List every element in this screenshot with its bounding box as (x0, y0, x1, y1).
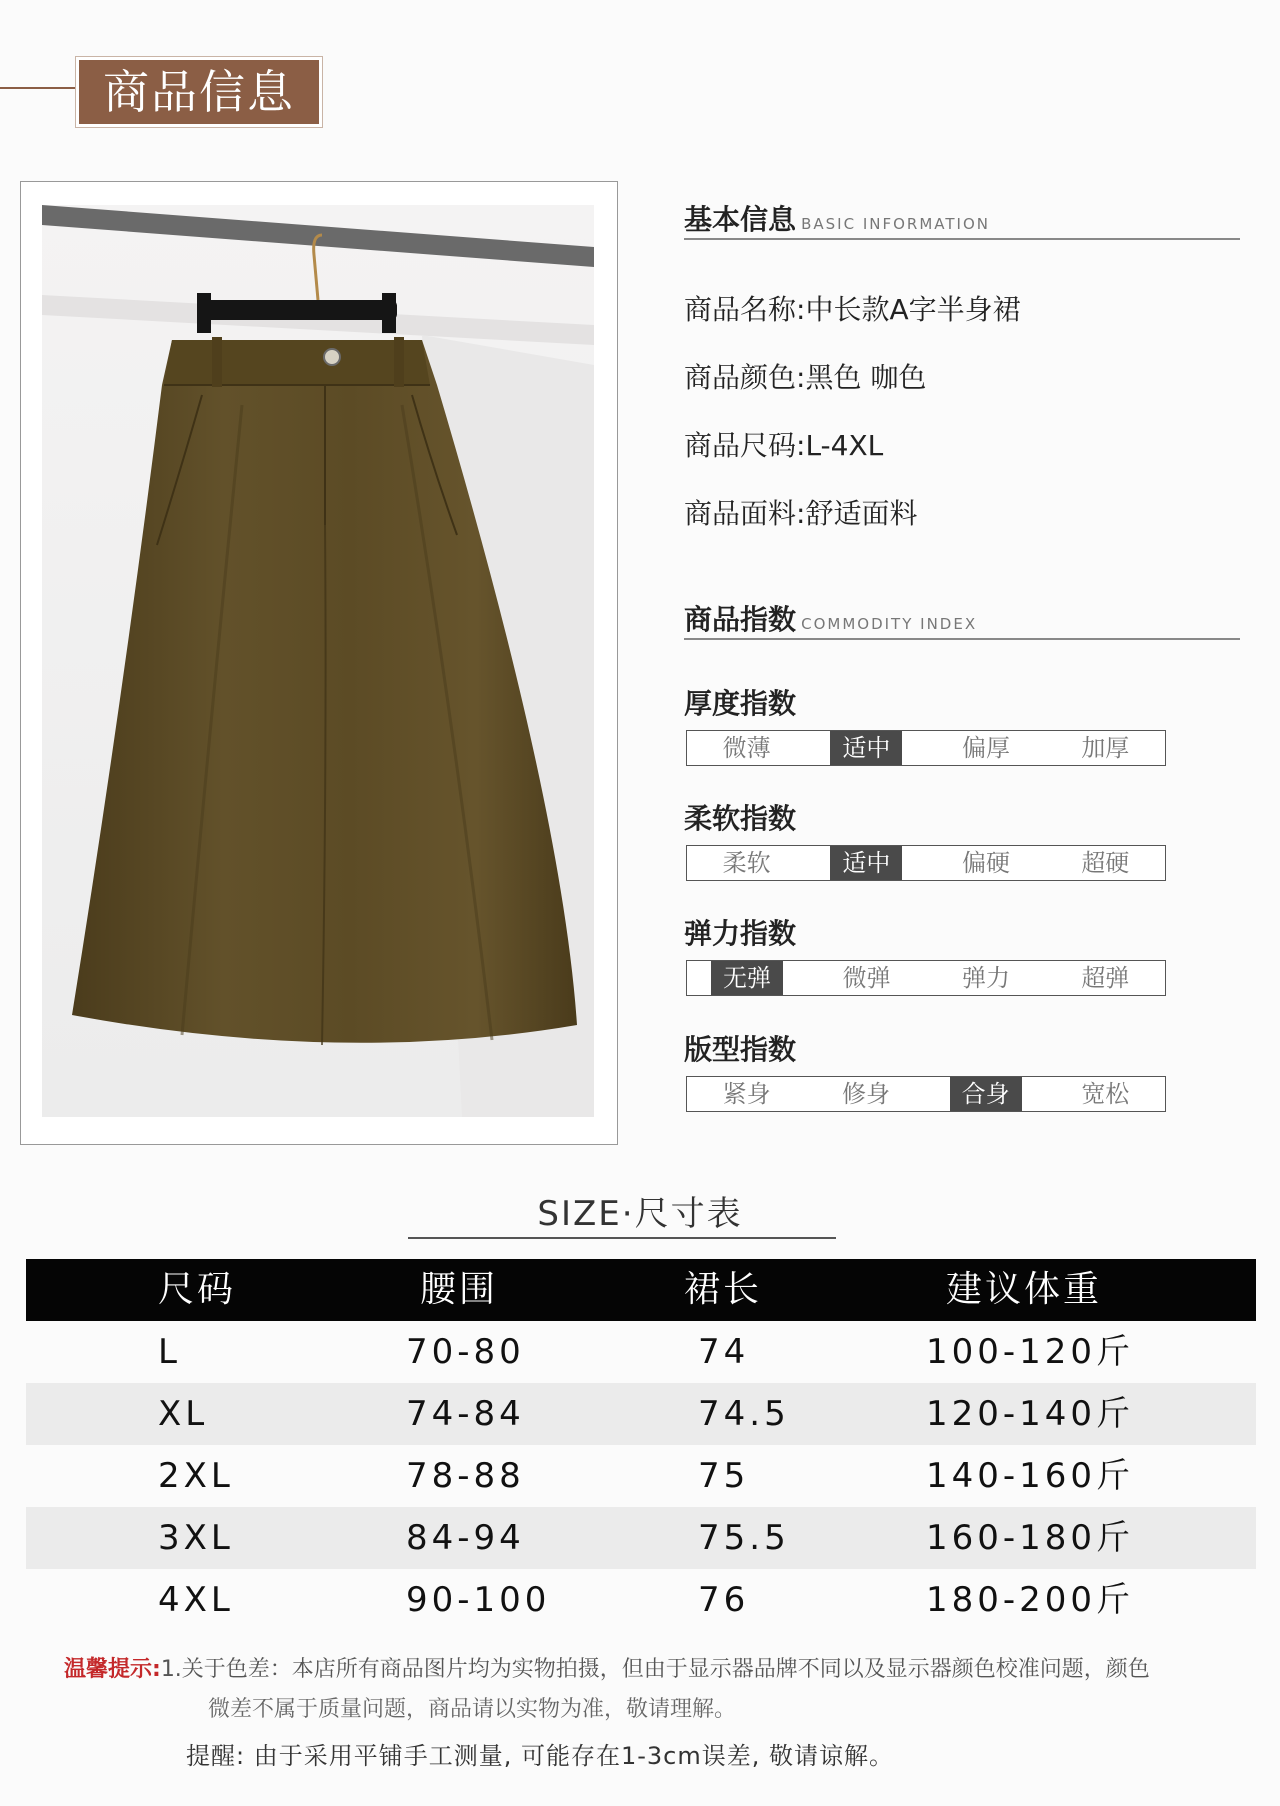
cell-weight: 100-120斤 (926, 1332, 1135, 1372)
section-header-title: 商品信息 (76, 57, 322, 127)
scale-option-selected: 合身 (950, 1077, 1022, 1111)
info-label: 商品面料: (684, 497, 806, 530)
cell-waist: 84-94 (406, 1518, 525, 1558)
size-table-title-underline (408, 1237, 836, 1239)
measurement-reminder: 提醒: 由于采用平铺手工测量, 可能存在1-3cm误差, 敬请谅解。 (186, 1742, 895, 1770)
size-table-title: SIZE·尺寸表 (537, 1194, 743, 1234)
scale-option: 柔软 (722, 849, 771, 877)
commodity-index-heading (684, 598, 977, 638)
product-photo (42, 205, 594, 1117)
basic-info-subtitle: BASIC INFORMATION (801, 215, 991, 233)
info-value: 黑色 咖色 (805, 361, 927, 394)
header-size: 尺码 (158, 1269, 237, 1310)
size-table-header (26, 1259, 1256, 1321)
scale-option: 加厚 (1081, 734, 1130, 762)
scale-option: 偏硬 (961, 849, 1010, 877)
scale-option: 宽松 (1081, 1080, 1130, 1108)
table-row (26, 1321, 1256, 1383)
info-label: 商品颜色: (684, 361, 806, 394)
scale-option: 紧身 (722, 1080, 771, 1108)
cell-size: L (158, 1332, 181, 1372)
softness-index-title: 柔软指数 (684, 802, 797, 835)
cell-waist: 90-100 (406, 1580, 551, 1620)
softness-index-scale (686, 845, 1166, 881)
scale-option-selected: 适中 (830, 846, 902, 880)
commodity-index-divider (684, 638, 1240, 640)
cell-length: 74.5 (698, 1394, 790, 1434)
header-waist: 腰围 (420, 1269, 499, 1310)
elasticity-index-title: 弹力指数 (684, 917, 797, 950)
scale-option-selected: 适中 (830, 731, 902, 765)
skirt-illustration (42, 205, 594, 1117)
scale-option: 超弹 (1081, 964, 1130, 992)
table-row (26, 1445, 1256, 1507)
table-row (26, 1569, 1256, 1631)
cell-length: 75.5 (698, 1518, 790, 1558)
commodity-index-subtitle: COMMODITY INDEX (801, 615, 978, 633)
header-length: 裙长 (684, 1269, 763, 1310)
scale-option: 偏厚 (961, 734, 1010, 762)
cell-weight: 160-180斤 (926, 1518, 1135, 1558)
cell-length: 76 (698, 1580, 750, 1620)
scale-option: 弹力 (961, 964, 1010, 992)
info-row-fabric (684, 492, 917, 532)
basic-info-title: 基本信息 (684, 203, 797, 236)
thickness-index-title: 厚度指数 (684, 687, 797, 720)
cell-waist: 78-88 (406, 1456, 525, 1496)
table-row (26, 1383, 1256, 1445)
scale-option: 超硬 (1081, 849, 1130, 877)
tip-text: 1.关于色差：本店所有商品图片均为实物拍摄，但由于显示器品牌不同以及显示器颜色校准问题，颜色 (160, 1657, 1150, 1682)
info-row-color (684, 356, 926, 396)
tip-text-continued: 微差不属于质量问题，商品请以实物为准，敬请理解。 (208, 1697, 737, 1722)
scale-option: 微薄 (722, 734, 771, 762)
thickness-index-scale (686, 730, 1166, 766)
info-value: 舒适面料 (805, 497, 918, 530)
cell-size: 4XL (158, 1580, 234, 1620)
cell-length: 75 (698, 1456, 750, 1496)
header-divider-line (0, 87, 80, 89)
fit-index-title: 版型指数 (684, 1033, 797, 1066)
info-row-name (684, 288, 1021, 328)
info-value: L-4XL (805, 429, 884, 462)
info-label: 商品名称: (684, 293, 806, 326)
cell-weight: 140-160斤 (926, 1456, 1135, 1496)
scale-option: 微弹 (842, 964, 891, 992)
basic-info-heading (684, 198, 990, 238)
commodity-index-title: 商品指数 (684, 603, 797, 636)
elasticity-index-scale (686, 960, 1166, 996)
cell-size: XL (158, 1394, 209, 1434)
info-label: 商品尺码: (684, 429, 806, 462)
header-weight: 建议体重 (946, 1269, 1103, 1310)
cell-size: 2XL (158, 1456, 234, 1496)
color-difference-tip (64, 1650, 1234, 1690)
cell-length: 74 (698, 1332, 750, 1372)
basic-info-divider (684, 238, 1240, 240)
scale-option: 修身 (841, 1080, 890, 1108)
scale-option-selected: 无弹 (711, 961, 783, 995)
tip-label: 温馨提示: (64, 1657, 161, 1682)
cell-weight: 120-140斤 (926, 1394, 1135, 1434)
table-row (26, 1507, 1256, 1569)
cell-waist: 70-80 (406, 1332, 525, 1372)
info-row-size (684, 424, 883, 464)
cell-size: 3XL (158, 1518, 234, 1558)
cell-waist: 74-84 (406, 1394, 525, 1434)
info-value: 中长款A字半身裙 (805, 293, 1021, 326)
fit-index-scale (686, 1076, 1166, 1112)
cell-weight: 180-200斤 (926, 1580, 1135, 1620)
